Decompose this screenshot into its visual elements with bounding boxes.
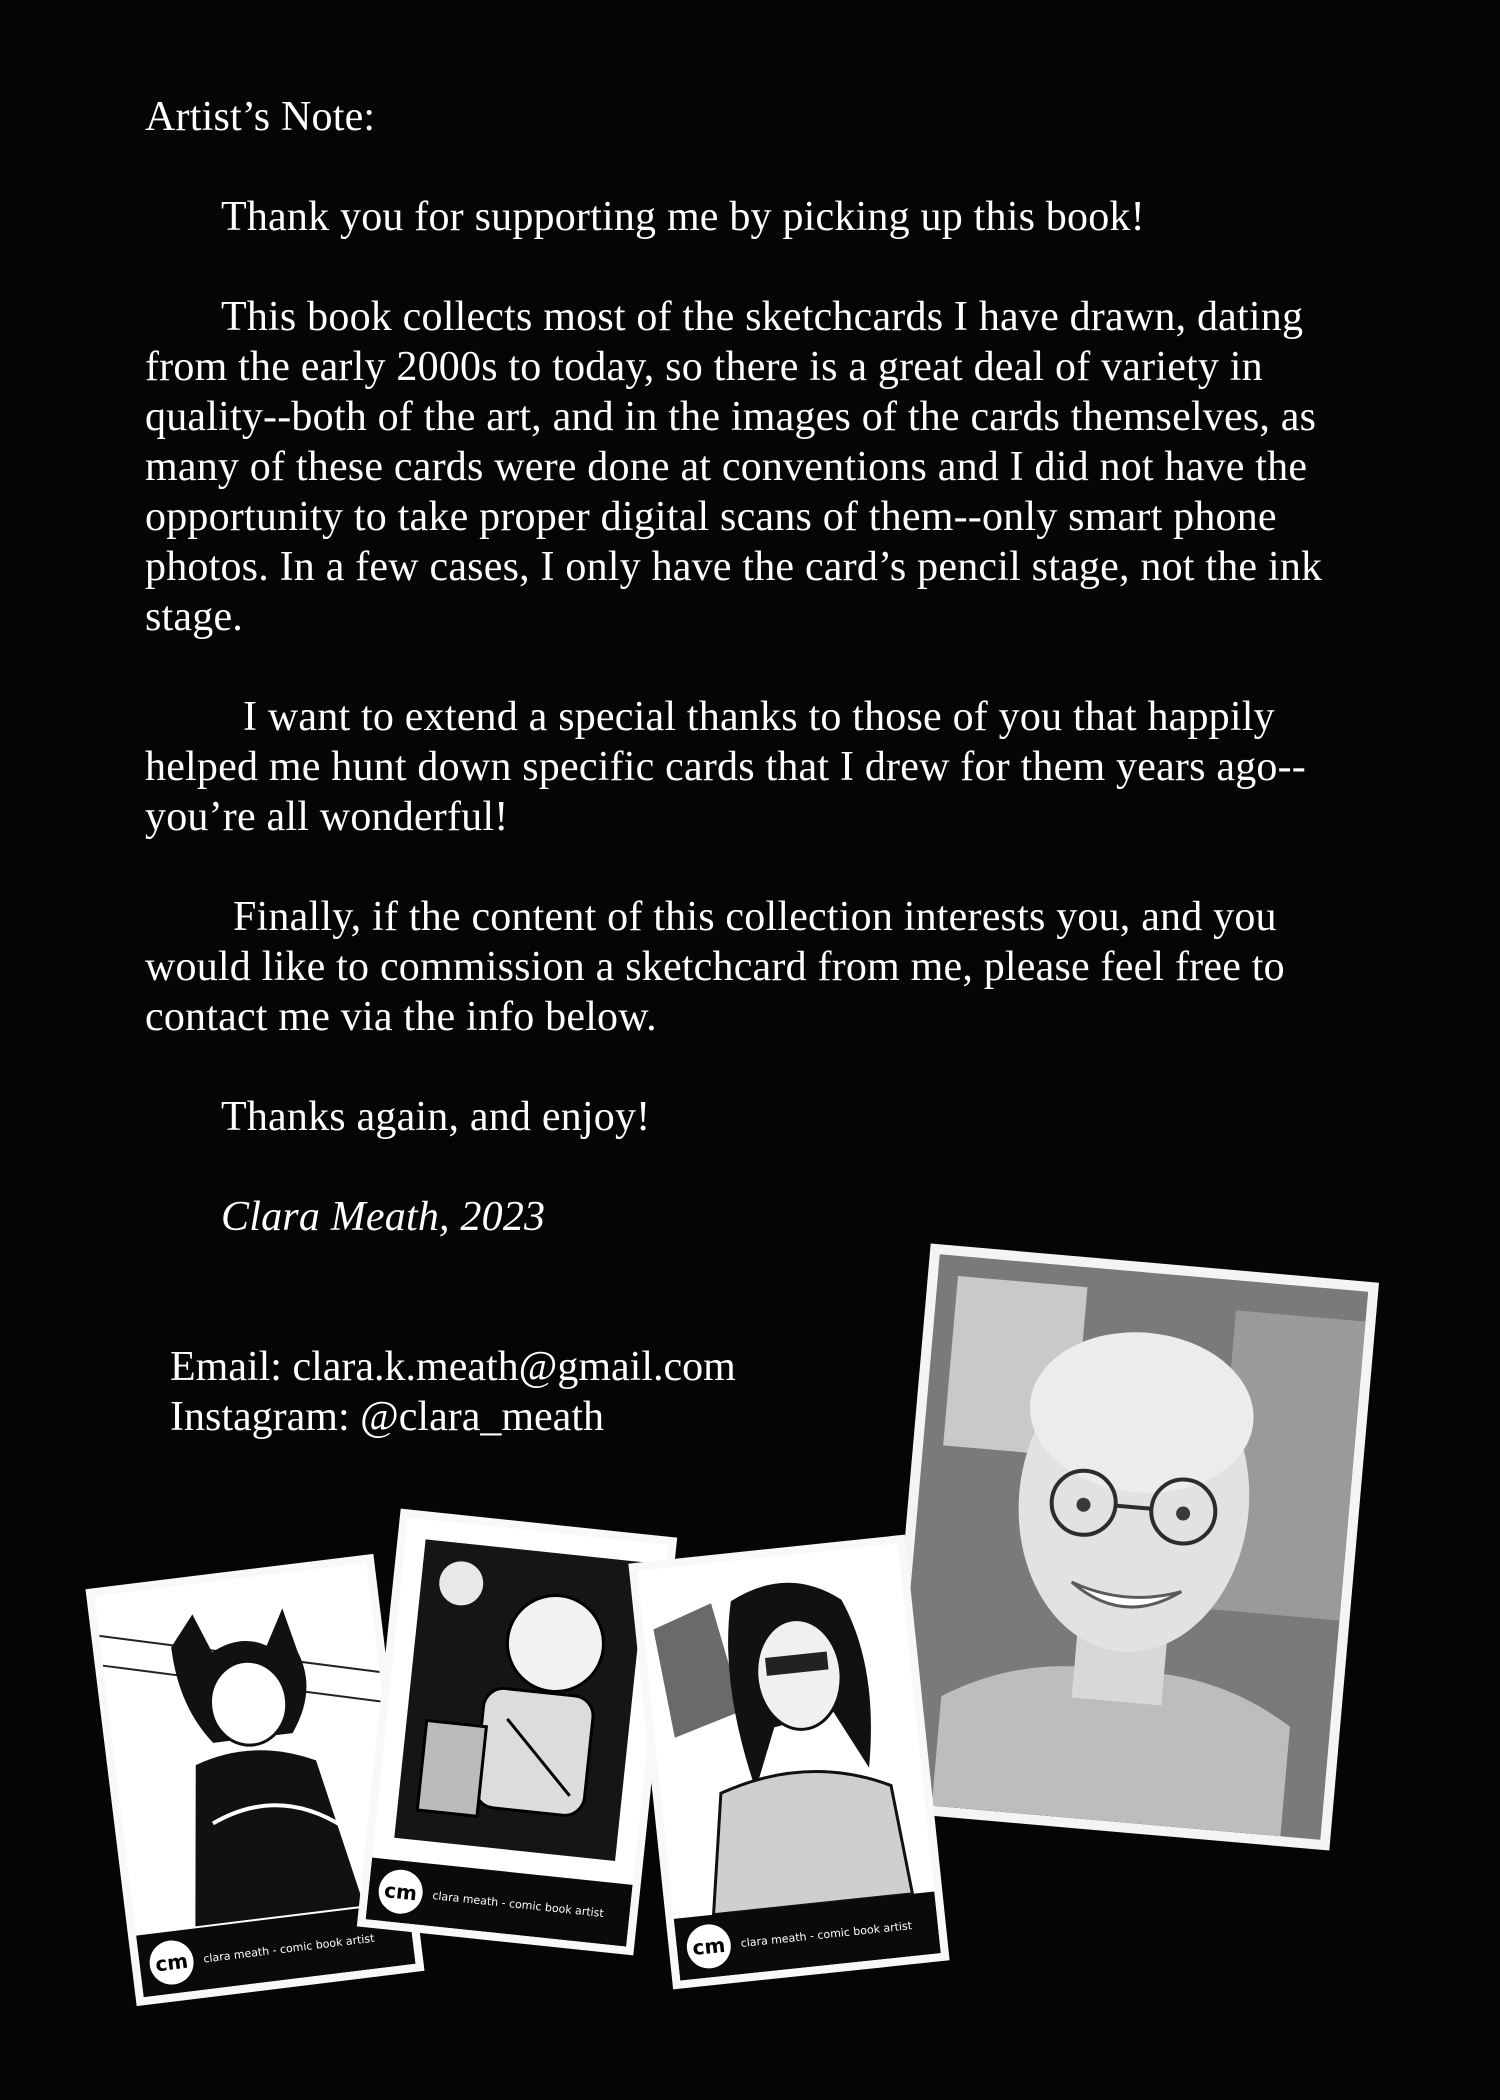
portrait-illustration: [892, 1254, 1368, 1839]
sketchcard-warrior: [628, 1535, 949, 1990]
cm-logo-icon: cm: [147, 1938, 196, 1987]
note-paragraph-thanks: Thank you for supporting me by picking up this book!: [221, 194, 1145, 240]
sketchcard-art: [94, 1563, 415, 1997]
note-title: Artist’s Note:: [145, 94, 376, 140]
sketchcard-tag: clara meath - comic book artist: [739, 1918, 913, 1950]
note-paragraph-special-thanks: I want to extend a special thanks to those of you that happily helped me hunt down specific cards that I drew for them years ago--you’re all wonderful!: [145, 694, 1306, 840]
note-paragraph-commission: Finally, if the content of this collection interests you, and you would like to commission a sketchcard from me, please feel free to contact me via the info below.: [145, 894, 1285, 1040]
sketchcard-tag: clara meath - comic book artist: [431, 1888, 605, 1920]
artist-photo-image: [892, 1254, 1368, 1839]
sketchcard-art: [366, 1517, 669, 1946]
email-line[interactable]: Email: clara.k.meath@gmail.com: [170, 1344, 736, 1390]
sketchcard-tag: clara meath - comic book artist: [202, 1931, 376, 1966]
cm-logo-icon: cm: [376, 1868, 424, 1916]
note-paragraph-collection: This book collects most of the sketchcards I have drawn, dating from the early 2000s to today, so there is a great deal of variety in quality--both of the art, and in the images of the cards themselves, as many of these cards were done at conventions and I did not have the opportunity to take proper digital scans of them--only smart phone photos. In a few cases, I only have the card’s pencil stage, not the ink stage.: [145, 294, 1323, 640]
artist-photo: [881, 1243, 1379, 1850]
note-paragraph-enjoy: Thanks again, and enjoy!: [221, 1094, 651, 1140]
note-signature: Clara Meath, 2023: [221, 1194, 546, 1240]
sketchcard-art: [637, 1543, 941, 1980]
contact-info: [170, 1342, 736, 1442]
instagram-line[interactable]: Instagram: @clara_meath: [170, 1394, 604, 1440]
artists-note: [145, 92, 1385, 1292]
cm-logo-icon: cm: [685, 1922, 733, 1970]
